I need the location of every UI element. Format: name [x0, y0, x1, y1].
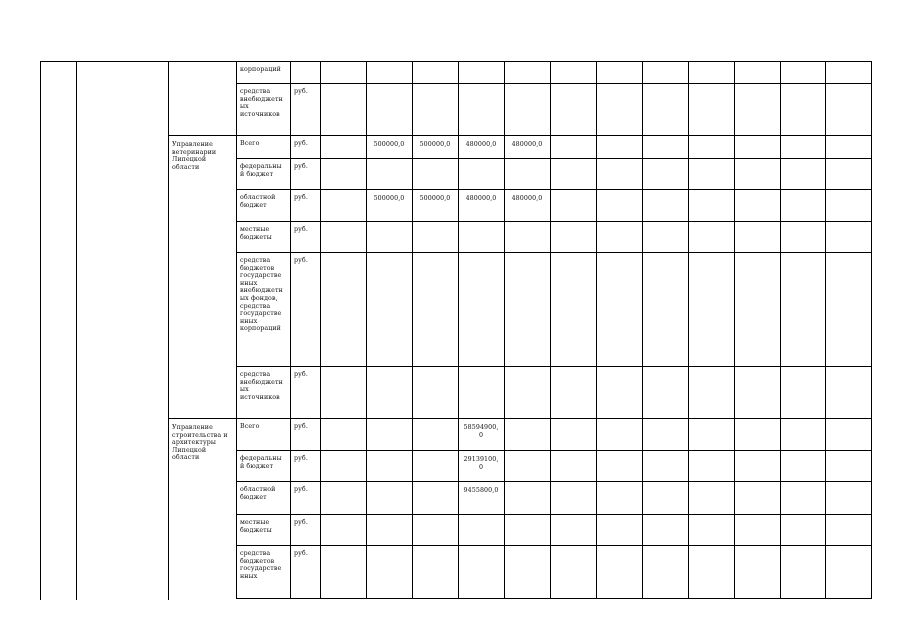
column-divider: [550, 61, 551, 599]
row-divider: [236, 83, 872, 84]
value-cell: 480000,0: [465, 141, 497, 148]
funding-source: местные бюджеты: [240, 519, 272, 534]
funding-source: средства бюджетов государстве нных: [240, 550, 282, 580]
funding-source: федеральны й бюджет: [240, 455, 282, 470]
funding-source: средства внебюджетн ых источников: [240, 371, 283, 401]
org-name: Управление ветеринарии Липецкой области: [172, 141, 217, 171]
column-divider: [688, 61, 689, 599]
row-divider: [236, 189, 872, 190]
unit-cell: руб.: [294, 140, 308, 147]
unit-cell: руб.: [294, 88, 308, 95]
row-divider: [236, 418, 872, 419]
value-cell: 29139100, 0: [463, 456, 499, 471]
column-divider: [825, 61, 826, 599]
unit-cell: руб.: [294, 226, 308, 233]
value-cell: 480000,0: [511, 141, 543, 148]
funding-source: местные бюджеты: [240, 226, 272, 241]
column-divider: [290, 61, 291, 599]
table-top-border: [40, 61, 872, 62]
group-divider: [168, 418, 236, 419]
column-divider: [168, 61, 169, 600]
unit-cell: руб.: [294, 371, 308, 378]
value-cell: 500000,0: [373, 141, 405, 148]
column-divider: [596, 61, 597, 599]
funding-source: корпораций: [240, 66, 281, 73]
column-divider: [734, 61, 735, 599]
unit-cell: руб.: [294, 194, 308, 201]
row-divider: [236, 221, 872, 222]
row-divider: [236, 598, 872, 599]
column-divider: [320, 61, 321, 599]
unit-cell: руб.: [294, 519, 308, 526]
unit-cell: руб.: [294, 257, 308, 264]
value-cell: 480000,0: [511, 195, 543, 202]
funding-source: федеральны й бюджет: [240, 163, 282, 178]
funding-source: Всего: [240, 140, 260, 147]
value-cell: 58594900, 0: [463, 424, 499, 439]
column-divider: [40, 61, 41, 600]
column-divider: [871, 61, 872, 599]
unit-cell: руб.: [294, 163, 308, 170]
funding-source: Всего: [240, 423, 260, 430]
funding-source: средства внебюджетн ых источников: [240, 88, 283, 118]
unit-cell: руб.: [294, 486, 308, 493]
funding-source: областной бюджет: [240, 486, 276, 501]
value-cell: 480000,0: [465, 195, 497, 202]
value-cell: 500000,0: [419, 141, 451, 148]
unit-cell: руб.: [294, 423, 308, 430]
row-divider: [236, 366, 872, 367]
row-divider: [236, 450, 872, 451]
row-divider: [236, 158, 872, 159]
row-divider: [236, 514, 872, 515]
column-divider: [642, 61, 643, 599]
column-divider: [76, 61, 77, 600]
unit-cell: руб.: [294, 550, 308, 557]
row-divider: [236, 481, 872, 482]
value-cell: 500000,0: [373, 195, 405, 202]
funding-source: областной бюджет: [240, 194, 276, 209]
org-name: Управление строительства и архитектуры Липецкой области: [172, 424, 228, 462]
group-divider: [168, 135, 236, 136]
row-divider: [236, 545, 872, 546]
funding-source: средства бюджетов государстве нных внебюджетн ых фондов, средства государстве нных корпораций: [240, 257, 283, 333]
column-divider: [236, 61, 237, 599]
row-divider: [236, 252, 872, 253]
value-cell: 9455800,0: [463, 487, 499, 494]
row-divider: [236, 135, 872, 136]
value-cell: 500000,0: [419, 195, 451, 202]
unit-cell: руб.: [294, 455, 308, 462]
column-divider: [780, 61, 781, 599]
